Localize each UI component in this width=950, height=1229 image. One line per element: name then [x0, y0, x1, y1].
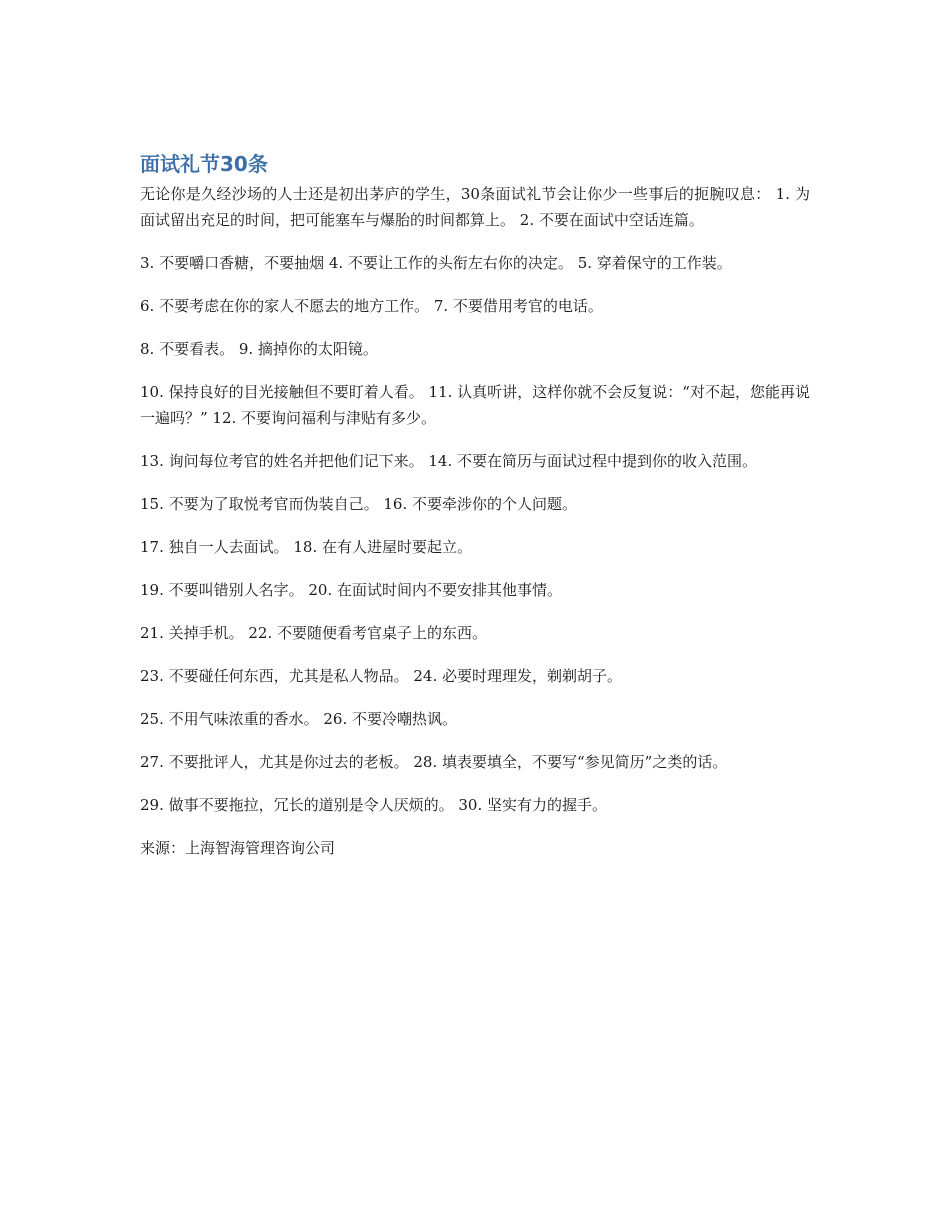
paragraph-6-7: 6. 不要考虑在你的家人不愿去的地方工作。 7. 不要借用考官的电话。 [140, 297, 603, 315]
paragraph-19-20: 19. 不要叫错别人名字。 20. 在面试时间内不要安排其他事情。 [140, 581, 563, 599]
paragraph-21-22: 21. 关掉手机。 22. 不要随便看考官桌子上的东西。 [140, 624, 488, 642]
paragraph-10-12: 10. 保持良好的目光接触但不要盯着人看。 11. 认真听讲，这样你就不会反复说：“对不起，您能再说一遍吗？” 12. 不要询问福利与津贴有多少。 [140, 383, 810, 427]
document-page [140, 149, 810, 878]
page-title: 面试礼节30条 [140, 152, 268, 176]
paragraph-intro: 无论你是久经沙场的人士还是初出茅庐的学生，30条面试礼节会让你少一些事后的扼腕叹息： 1. 为面试留出充足的时间，把可能塞车与爆胎的时间都算上。 2. 不要在面试中空话连篇。 [140, 185, 810, 229]
paragraph-13-14: 13. 询问每位考官的姓名并把他们记下来。 14. 不要在简历与面试过程中提到你的收入范围。 [140, 452, 758, 470]
source-line: 来源：上海智海管理咨询公司 [140, 839, 336, 857]
paragraph-29-30: 29. 做事不要拖拉，冗长的道别是令人厌烦的。 30. 坚实有力的握手。 [140, 796, 608, 814]
paragraph-27-28: 27. 不要批评人，尤其是你过去的老板。 28. 填表要填全，不要写“参见简历”之类的话。 [140, 753, 728, 771]
paragraph-17-18: 17. 独自一人去面试。 18. 在有人进屋时要起立。 [140, 538, 473, 556]
paragraph-8-9: 8. 不要看表。 9. 摘掉你的太阳镜。 [140, 340, 378, 358]
paragraph-3-5: 3. 不要嚼口香糖，不要抽烟 4. 不要让工作的头衔左右你的决定。 5. 穿着保守的工作装。 [140, 254, 732, 272]
paragraph-15-16: 15. 不要为了取悦考官而伪装自己。 16. 不要牵涉你的个人问题。 [140, 495, 578, 513]
paragraph-25-26: 25. 不用气味浓重的香水。 26. 不要冷嘲热讽。 [140, 710, 458, 728]
paragraph-23-24: 23. 不要碰任何东西，尤其是私人物品。 24. 必要时理理发，剃剃胡子。 [140, 667, 623, 685]
